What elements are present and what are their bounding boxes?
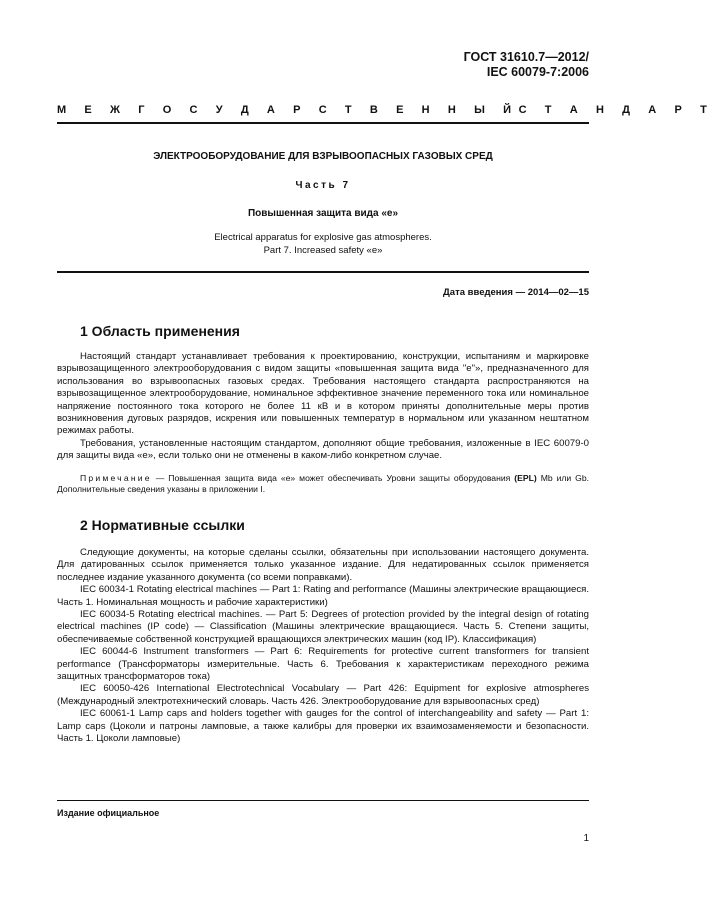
paragraph: Следующие документы, на которые сделаны ссылки, обязательны при использовании настоящего документа. Для датированных ссылок применяется только указанное издание. Для недатированных ссылок применяется последнее издание указанного документа (со всеми поправками). — [57, 547, 589, 583]
english-title-line-2: Part 7. Increased safety «e» — [263, 244, 383, 256]
reference-item: IEC 60061-1 Lamp caps and holders together with gauges for the control of interchangeability and safety — Part 1: Lamp caps (Цоколи и патроны ламповые, а также калибры для проверки их взаимозаменяемости и безопасности. Часть 1. Цоколи ламповые) — [57, 708, 589, 745]
gost-number: ГОСТ 31610.7—2012/ — [463, 50, 589, 64]
note — [57, 473, 589, 496]
introduction-date-value: — 2014—02—15 — [515, 287, 589, 298]
footer-divider — [57, 800, 589, 801]
note-label: Примечание — [80, 472, 152, 483]
part-title: Часть 7 — [295, 180, 351, 191]
english-title — [57, 232, 589, 257]
reference-item: IEC 60050-426 International Electrotechnical Vocabulary — Part 426: Equipment for explosive atmospheres (Международный электротехнический словарь. Часть 426. Электрооборудование для взрывоопасных сред) — [57, 683, 589, 707]
page-number: 1 — [583, 833, 589, 844]
introduction-date — [443, 287, 589, 298]
reference-item: IEC 60034-1 Rotating electrical machines — Part 1: Rating and performance (Машины электрические вращающиеся. Часть 1. Номинальная мощность и рабочие характеристики) — [57, 584, 589, 608]
note-epl-abbreviation: (EPL) — [514, 472, 537, 483]
section-1-heading: 1 Область применения — [80, 323, 240, 339]
paragraph: Настоящий стандарт устанавливает требования к проектированию, конструкции, испытаниям и маркировке взрывозащищенного электрооборудования с видом защиты «повышенная защита вида "е"», предназначенного для использования во взрывоопасных газовых средах. Требования настоящего стандарта распространяются на взрывозащищенное электрооборудование, номинальное эффективное значение переменного тока или номинальное напряжение постоянного тока которого не более 11 кВ и в котором приняты дополнительные меры против возникновения дуговых разрядов, искрения или повышенных температур в нормальном или указанном нештатном режимах работы. — [57, 351, 589, 437]
note-text-rest: Mb или Gb. Дополнительные сведения указаны в приложении I. — [57, 472, 590, 495]
section-1-body — [57, 351, 589, 496]
standard-designation — [464, 50, 589, 80]
note-text: — Повышенная защита вида «е» может обеспечивать Уровни защиты оборудования — [155, 472, 511, 483]
reference-item: IEC 60044-6 Instrument transformers — Part 6: Requirements for protective current transformers for transient performance (Трансформаторы измерительные. Часть 6. Требования к характеристикам переходного режима защитных трансформаторов тока) — [57, 646, 589, 683]
standard-type-banner — [57, 104, 714, 116]
introduction-date-label: Дата введения — [443, 287, 513, 298]
document-title: ЭЛЕКТРООБОРУДОВАНИЕ ДЛЯ ВЗРЫВООПАСНЫХ ГАЗОВЫХ СРЕД — [153, 151, 493, 162]
iec-number: IEC 60079-7:2006 — [486, 65, 589, 79]
reference-item: IEC 60034-5 Rotating electrical machines. — Part 5: Degrees of protection provided by the integral design of rotating electrical machines (IP code) — Classification (Машины электрические вращающиеся. Часть 5. Степени защиты, обеспечиваемые собственной конструкцией вращающихся электрических машин (код IP). Классификация) — [57, 609, 589, 645]
official-edition-label: Издание официальное — [57, 808, 160, 818]
standard-type-word-1: М Е Ж Г О С У Д А Р С Т В Е Н Н Ы Й — [57, 104, 519, 116]
section-2-body — [57, 547, 589, 746]
standard-type-word-2: С Т А Н Д А Р Т — [518, 104, 714, 116]
header-divider — [57, 122, 589, 124]
english-title-line-1: Electrical apparatus for explosive gas atmospheres. — [214, 232, 432, 243]
document-subtitle: Повышенная защита вида «е» — [247, 208, 399, 219]
paragraph: Требования, установленные настоящим стандартом, дополняют общие требования, изложенные в IEC 60079-0 для защиты вида «е», если только они не отменены в каком-либо конкретном случае. — [57, 437, 589, 462]
title-divider — [57, 271, 589, 273]
section-2-heading: 2 Нормативные ссылки — [80, 517, 245, 533]
